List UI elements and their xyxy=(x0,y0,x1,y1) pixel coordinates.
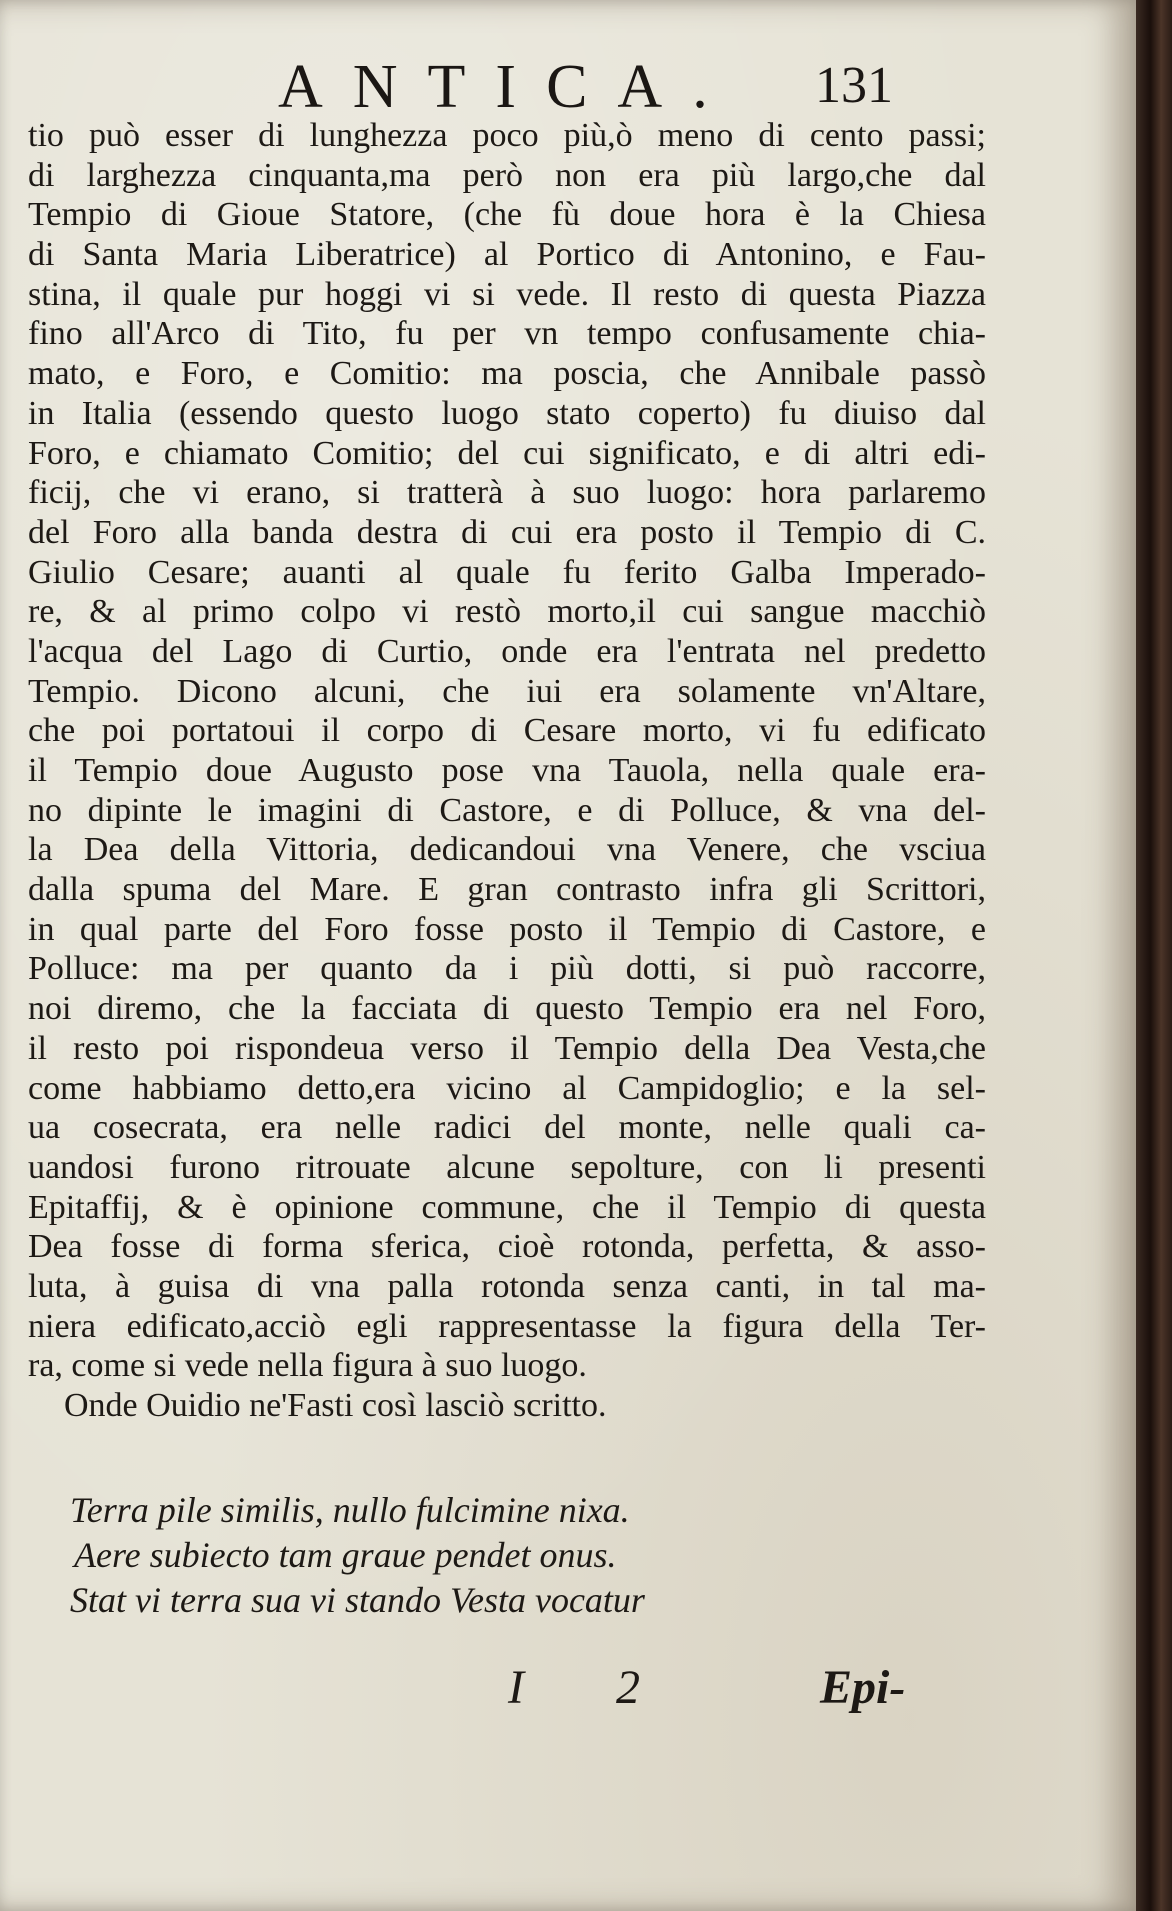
text-line: noi diremo, che la facciata di questo Tempio era nel Foro, xyxy=(28,990,986,1028)
verse-line: Terra pile similis, nullo fulcimine nixa. xyxy=(70,1490,630,1530)
page-number: 131 xyxy=(815,57,893,114)
catchword: Epi- xyxy=(820,1661,906,1714)
text-line: che poi portatoui il corpo di Cesare morto, vi fu edificato xyxy=(28,712,986,750)
page-footer xyxy=(0,1660,1136,1720)
text-line: no dipinte le imagini di Castore, e di Polluce, & vna del- xyxy=(28,791,986,829)
text-line: in qual parte del Foro fosse posto il Tempio di Castore, e xyxy=(28,910,986,948)
text-line: come habbiamo detto,era vicino al Campidoglio; e la sel- xyxy=(28,1069,986,1107)
text-line: ficij, che vi erano, si tratterà à suo luogo: hora parlaremo xyxy=(28,474,986,512)
text-line: Onde Ouidio ne'Fasti così lasciò scritto. xyxy=(64,1387,607,1424)
text-line: fino all'Arco di Tito, fu per vn tempo confusamente chia- xyxy=(28,315,986,353)
text-line: Tempio. Dicono alcuni, che iui era solamente vn'Altare, xyxy=(28,672,986,710)
text-line: Giulio Cesare; auanti al quale fu ferito Galba Imperado- xyxy=(28,553,986,591)
text-line: stina, il quale pur hoggi vi si vede. Il resto di questa Piazza xyxy=(28,275,986,313)
text-line: ua cosecrata, era nelle radici del monte, nelle quali ca- xyxy=(28,1109,986,1147)
text-line: in Italia (essendo questo luogo stato coperto) fu diuiso dal xyxy=(28,394,986,432)
body-text xyxy=(28,116,986,1426)
text-line: l'acqua del Lago di Curtio, onde era l'entrata nel predetto xyxy=(28,632,986,670)
text-line: di Santa Maria Liberatrice) al Portico di Antonino, e Fau- xyxy=(28,236,986,274)
text-line: Dea fosse di forma sferica, cioè rotonda, perfetta, & asso- xyxy=(28,1228,986,1266)
text-line: Tempio di Gioue Statore, (che fù doue hora è la Chiesa xyxy=(28,196,986,234)
text-line: dalla spuma del Mare. E gran contrasto infra gli Scrittori, xyxy=(28,871,986,909)
text-line: Foro, e chiamato Comitio; del cui significato, e di altri edi- xyxy=(28,434,986,472)
text-line: la Dea della Vittoria, dedicandoui vna Venere, che vsciua xyxy=(28,831,986,869)
text-line: Epitaffij, & è opinione commune, che il Tempio di questa xyxy=(28,1188,986,1226)
verse-line: Stat vi terra sua vi stando Vesta vocatur xyxy=(70,1580,645,1620)
text-line: mato, e Foro, e Comitio: ma poscia, che Annibale passò xyxy=(28,355,986,393)
text-line: re, & al primo colpo vi restò morto,il cui sangue macchiò xyxy=(28,593,986,631)
signature-mark: I 2 xyxy=(508,1661,680,1714)
verse-quotation xyxy=(70,1488,645,1623)
running-title: ANTICA. xyxy=(278,53,738,121)
text-line: uandosi furono ritrouate alcune sepolture, con li presenti xyxy=(28,1148,986,1186)
book-edge xyxy=(1136,0,1172,1911)
text-line: il resto poi rispondeua verso il Tempio della Dea Vesta,che xyxy=(28,1029,986,1067)
page-header xyxy=(0,44,1136,124)
text-line: di larghezza cinquanta,ma però non era più largo,che dal xyxy=(28,156,986,194)
text-line: Polluce: ma per quanto da i più dotti, si può raccorre, xyxy=(28,950,986,988)
verse-line: Aere subiecto tam graue pendet onus. xyxy=(74,1535,617,1575)
text-line: del Foro alla banda destra di cui era posto il Tempio di C. xyxy=(28,513,986,551)
text-line: ra, come si vede nella figura à suo luogo. xyxy=(28,1347,587,1385)
text-line: il Tempio doue Augusto pose vna Tauola, nella quale era- xyxy=(28,752,986,789)
text-line: luta, à guisa di vna palla rotonda senza canti, in tal ma- xyxy=(28,1267,986,1305)
text-line: tio può esser di lunghezza poco più,ò meno di cento passi; xyxy=(28,117,986,154)
text-line: niera edificato,acciò egli rappresentasse la figura della Ter- xyxy=(28,1307,986,1345)
